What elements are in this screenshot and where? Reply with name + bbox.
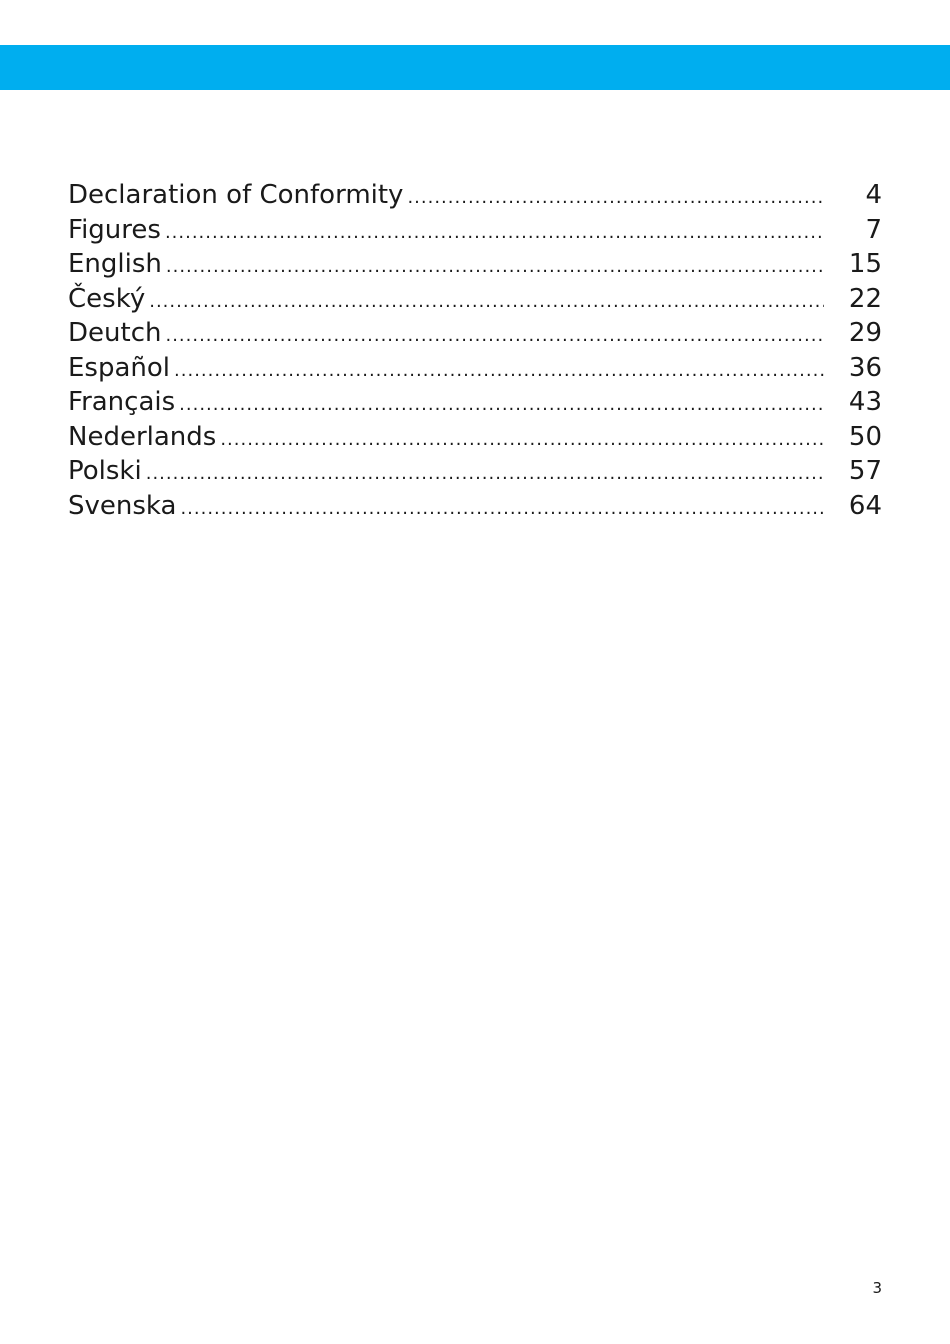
toc-dot-leader (179, 388, 824, 423)
toc-dot-leader (165, 216, 824, 251)
toc-entry-page: 64 (848, 490, 882, 521)
toc-entry-page: 43 (848, 387, 882, 417)
toc-entry-german[interactable] (68, 316, 882, 351)
toc-entry-declaration[interactable] (68, 178, 882, 213)
toc-entry-label: Français (68, 387, 176, 417)
toc-entry-dutch[interactable] (68, 420, 882, 455)
toc-entry-spanish[interactable] (68, 351, 882, 386)
toc-entry-label: Polski (68, 456, 142, 486)
toc-entry-page: 15 (848, 249, 882, 279)
toc-entry-page: 4 (865, 180, 882, 210)
toc-entry-swedish[interactable] (68, 489, 882, 524)
toc-entry-label: English (68, 249, 162, 279)
toc-entry-page: 29 (848, 318, 882, 348)
toc-entry-french[interactable] (68, 385, 882, 420)
header-band (0, 45, 950, 90)
toc-entry-figures[interactable] (68, 213, 882, 248)
toc-entry-label: Declaration of Conformity (68, 180, 404, 210)
toc-entry-english[interactable] (68, 247, 882, 282)
toc-entry-label: Český (68, 283, 146, 314)
toc-dot-leader (165, 319, 824, 354)
toc-entry-page: 7 (865, 214, 882, 245)
toc-entry-page: 57 (848, 456, 882, 486)
toc-dot-leader (407, 181, 824, 216)
toc-entry-label: Deutch (68, 318, 162, 348)
toc-dot-leader (220, 423, 824, 458)
toc-entry-label: Español (68, 352, 171, 383)
toc-entry-page: 50 (848, 421, 882, 452)
toc-dot-leader (166, 250, 824, 285)
toc-entry-label: Svenska (68, 490, 177, 521)
toc-dot-leader (149, 285, 824, 320)
toc-entry-label: Nederlands (68, 421, 217, 452)
toc-entry-page: 36 (848, 352, 882, 383)
toc-dot-leader (146, 457, 824, 492)
toc-entry-page: 22 (848, 283, 882, 314)
toc-entry-czech[interactable] (68, 282, 882, 317)
page-number: 3 (872, 1279, 882, 1297)
toc-entry-label: Figures (68, 214, 161, 245)
toc-entry-polish[interactable] (68, 454, 882, 489)
toc-dot-leader (180, 492, 824, 527)
toc-dot-leader (174, 354, 824, 389)
table-of-contents (68, 178, 882, 523)
